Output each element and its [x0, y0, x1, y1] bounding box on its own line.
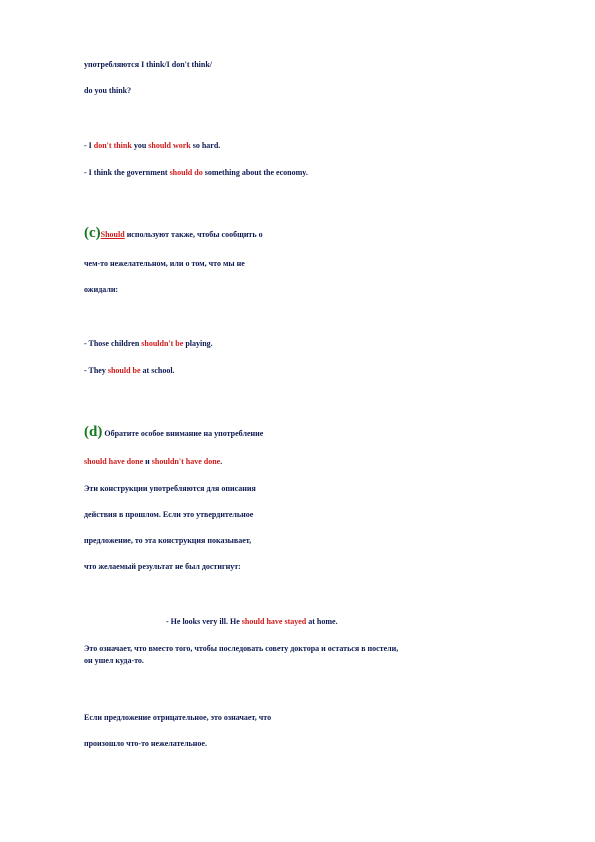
text-line: чем-то нежелательном, или о том, что мы не [84, 259, 245, 268]
example-text: playing. [183, 339, 213, 348]
example-sentence [84, 339, 213, 349]
example-text: something about the economy. [202, 168, 308, 177]
text-line: предложение, то эта конструкция показывает, [84, 536, 252, 545]
highlight-phrase: Should [100, 230, 125, 239]
text-line: Это означает, что вместо того, чтобы последовать совету доктора и остаться в постели, [84, 644, 399, 653]
example-text: at home. [306, 617, 338, 626]
example-text: you [131, 141, 149, 150]
section-text: Обратите особое внимание на употребление [102, 429, 264, 438]
example-text: - I [84, 141, 94, 150]
text-line: произошло что-то нежелательное. [84, 739, 207, 748]
highlight-phrase: should be [107, 366, 141, 375]
text-line: действия в прошлом. Если это утвердительное [84, 510, 254, 519]
highlight-phrase: shouldn't be [141, 339, 184, 348]
highlight-phrase: shouldn't have done [151, 457, 221, 466]
text-line: ожидали: [84, 285, 119, 294]
text-line: Эти конструкции употребляются для описания [84, 484, 256, 493]
highlight-phrase: should have done [84, 457, 144, 466]
example-sentence [84, 366, 175, 376]
section-d-heading [84, 424, 263, 442]
example-text: - They [84, 366, 108, 375]
text-line: что желаемый результат не был достигнут: [84, 562, 241, 571]
section-letter: (d) [84, 424, 103, 440]
example-sentence [84, 141, 220, 151]
text-line: Если предложение отрицательное, это означает, что [84, 713, 272, 722]
example-sentence [166, 617, 338, 627]
text-line [84, 457, 222, 467]
example-text: - I think the government [84, 168, 170, 177]
text-line: do you think? [84, 86, 132, 95]
section-text: . [220, 457, 223, 466]
section-text: используют также, чтобы сообщить о [124, 230, 263, 239]
section-c-heading [84, 225, 263, 243]
example-text: so hard. [190, 141, 221, 150]
section-letter: (c) [84, 225, 101, 241]
text-line: он ушел куда-то. [84, 656, 144, 665]
highlight-phrase: should have stayed [241, 617, 307, 626]
section-text: и [143, 457, 152, 466]
text-line: употребляются I think/I don't think/ [84, 60, 212, 69]
highlight-phrase: should do [169, 168, 203, 177]
highlight-phrase: should work [148, 141, 191, 150]
highlight-phrase: don't think [93, 141, 132, 150]
example-text: - He looks very ill. He [166, 617, 242, 626]
example-sentence [84, 168, 308, 178]
example-text: at school. [140, 366, 175, 375]
example-text: - Those children [84, 339, 142, 348]
